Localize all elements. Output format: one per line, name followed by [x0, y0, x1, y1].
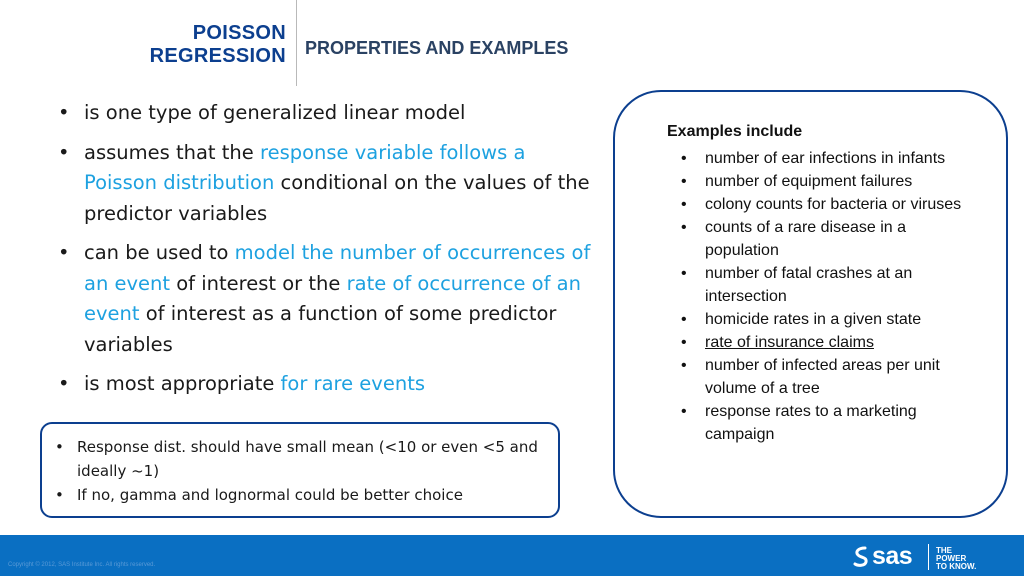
tagline-line: TO KNOW. — [936, 562, 977, 571]
sas-swirl-icon — [852, 546, 870, 568]
bullet-text: conditional on the values of the predictor variables — [84, 171, 590, 225]
bullet-text: of interest or the — [170, 271, 347, 295]
examples-list — [681, 147, 981, 446]
bullet-text: is most appropriate — [84, 372, 281, 395]
examples-heading: Examples include — [667, 123, 803, 140]
example-item: • number of ear infections in infants — [681, 147, 981, 170]
title-divider — [296, 0, 297, 86]
bullet-text: of interest as a function of some predictor variables — [84, 302, 557, 356]
example-item-underlined: rate of insurance claims — [705, 334, 874, 351]
example-item: • colony counts for bacteria or viruses — [681, 193, 981, 216]
examples-box — [613, 90, 1008, 518]
logo-divider — [928, 544, 929, 570]
bullet-text: assumes that the — [84, 140, 260, 164]
note-list — [42, 424, 558, 507]
highlight-text: rate of occurrence of an event — [84, 271, 581, 325]
main-bullet-4 — [58, 369, 603, 400]
sas-wordmark: sas — [872, 542, 913, 570]
bullet-text: is one type of generalized linear model — [84, 101, 466, 124]
example-item: • number of fatal crashes at an intersection — [681, 262, 981, 308]
slide-title — [46, 22, 286, 68]
example-item — [681, 331, 981, 354]
bullet-text: can be used to — [84, 241, 235, 264]
example-item: • number of infected areas per unit volume of a tree — [681, 354, 981, 400]
footer-bar — [0, 535, 1024, 576]
note-item: • Response dist. should have small mean (<10 or even <5 and ideally ~1) — [55, 435, 546, 483]
main-bullet-2 — [58, 138, 603, 230]
title-line-2: REGRESSION — [149, 45, 286, 67]
tagline-line: POWER — [936, 554, 967, 563]
example-item: • number of equipment failures — [681, 170, 981, 193]
title-line-1: POISSON — [192, 22, 286, 44]
tagline-line: THE — [936, 546, 952, 555]
slide-subtitle: PROPERTIES AND EXAMPLES — [305, 38, 569, 58]
example-item: • response rates to a marketing campaign — [681, 400, 981, 446]
example-item: • homicide rates in a given state — [681, 308, 981, 331]
highlight-text: for rare events — [280, 372, 426, 395]
main-bullet-3 — [58, 238, 603, 360]
copyright-text: Copyright © 2012, SAS Institute Inc. All rights reserved. — [8, 562, 156, 568]
note-item: • If no, gamma and lognormal could be better choice — [55, 483, 546, 507]
main-bullet-1 — [58, 98, 603, 129]
sas-logo — [852, 541, 1022, 573]
main-bullet-list — [58, 98, 603, 409]
example-item: • counts of a rare disease in a population — [681, 216, 981, 262]
highlight-text: model the number of occurrences of an event — [84, 241, 591, 295]
note-box — [40, 422, 560, 518]
highlight-text: response variable follows a Poisson distribution — [84, 140, 526, 194]
tagline — [936, 547, 976, 571]
